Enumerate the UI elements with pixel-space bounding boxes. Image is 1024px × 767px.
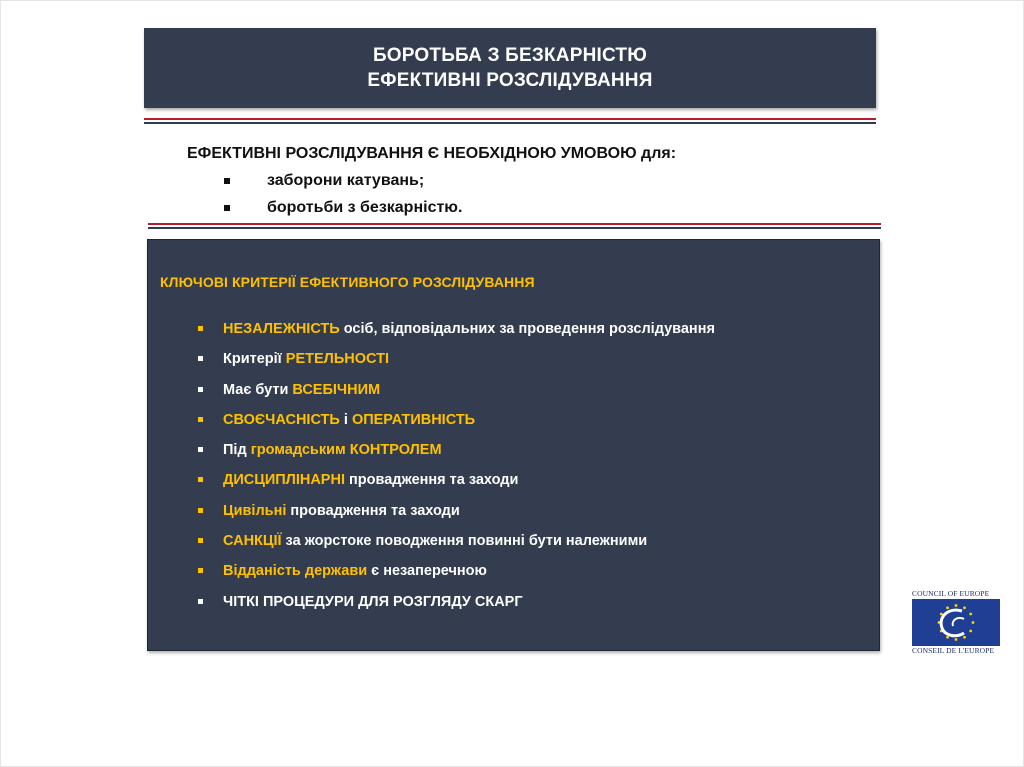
- title-line-1: БОРОТЬБА З БЕЗКАРНІСТЮ: [372, 45, 648, 66]
- intro-item-text: боротьби з безкарністю.: [267, 199, 463, 216]
- title-line-2: ЕФЕКТИВНІ РОЗСЛІДУВАННЯ: [367, 70, 653, 91]
- highlighted-text: Цивільні: [223, 502, 287, 519]
- criteria-list: [198, 318, 715, 621]
- criteria-text: провадження та заходи: [344, 472, 519, 489]
- square-bullet-icon: [224, 178, 230, 184]
- criteria-item: [198, 560, 715, 590]
- criteria-text: ЧІТКІ ПРОЦЕДУРИ ДЛЯ РОЗГЛЯДУ СКАРГ: [223, 593, 523, 610]
- square-bullet-icon: [198, 447, 203, 452]
- criteria-text: Критерії: [223, 351, 286, 368]
- star-mark: [969, 630, 972, 633]
- logo-text-fr: CONSEIL DE L'EUROPE: [912, 646, 995, 655]
- star-mark: [955, 638, 958, 641]
- intro-block: [187, 141, 867, 221]
- intro-item: [187, 167, 867, 194]
- star-mark: [969, 613, 972, 616]
- highlighted-text: ВСЕБІЧНИМ: [292, 381, 381, 398]
- star-mark: [946, 606, 949, 609]
- criteria-text: і: [339, 411, 352, 428]
- square-bullet-icon: [198, 477, 203, 482]
- criteria-item: [198, 409, 715, 439]
- criteria-text: Має бути: [223, 381, 293, 398]
- intro-item-text: заборони катувань;: [267, 172, 425, 189]
- square-bullet-icon: [198, 356, 203, 361]
- star-mark: [963, 636, 966, 639]
- criteria-item: [198, 469, 715, 499]
- square-bullet-icon: [198, 326, 203, 331]
- star-mark: [972, 621, 975, 624]
- criteria-heading: КЛЮЧОВІ КРИТЕРІЇ ЕФЕКТИВНОГО РОЗСЛІДУВАННЯ: [160, 274, 535, 290]
- highlighted-text: ОПЕРАТИВНІСТЬ: [351, 411, 476, 428]
- criteria-item: [198, 530, 715, 560]
- criteria-item: [198, 318, 715, 348]
- highlighted-text: ДИСЦИПЛІНАРНІ: [223, 472, 345, 489]
- highlighted-text: НЕЗАЛЕЖНІСТЬ: [223, 321, 340, 337]
- criteria-item: [198, 500, 715, 530]
- logo-text-en: COUNCIL OF EUROPE: [912, 589, 990, 598]
- intro-lead: ЕФЕКТИВНІ РОЗСЛІДУВАННЯ Є НЕОБХІДНОЮ УМОВОЮ для:: [187, 145, 677, 162]
- star-mark: [946, 636, 949, 639]
- square-bullet-icon: [198, 599, 203, 604]
- square-bullet-icon: [198, 387, 203, 392]
- highlighted-text: САНКЦІЇ: [223, 533, 282, 550]
- slide-title: [144, 28, 876, 108]
- criteria-text: за жорстоке поводження повинні бути належними: [281, 533, 648, 550]
- square-bullet-icon: [198, 538, 203, 543]
- council-of-europe-logo: [912, 589, 1002, 657]
- criteria-text: провадження та заходи: [286, 502, 460, 519]
- intro-item: [187, 194, 867, 221]
- highlighted-text: громадським КОНТРОЛЕМ: [250, 442, 442, 459]
- highlighted-text: Відданість держави: [223, 563, 368, 580]
- criteria-text: осіб, відповідальних за проведення розслідування: [339, 321, 715, 337]
- criteria-text: є незаперечною: [367, 563, 487, 580]
- criteria-item: [198, 348, 715, 378]
- criteria-item: [198, 379, 715, 409]
- square-bullet-icon: [198, 417, 203, 422]
- highlighted-text: СВОЄЧАСНІСТЬ: [223, 411, 340, 428]
- square-bullet-icon: [224, 205, 230, 211]
- highlighted-text: РЕТЕЛЬНОСТІ: [285, 351, 389, 368]
- star-mark: [955, 604, 958, 607]
- criteria-text: Під: [223, 442, 251, 459]
- square-bullet-icon: [198, 508, 203, 513]
- criteria-item: [198, 591, 715, 621]
- star-mark: [963, 606, 966, 609]
- square-bullet-icon: [198, 568, 203, 573]
- criteria-panel: [147, 239, 880, 651]
- criteria-item: [198, 439, 715, 469]
- eu-stars-flag-icon: [912, 599, 1000, 646]
